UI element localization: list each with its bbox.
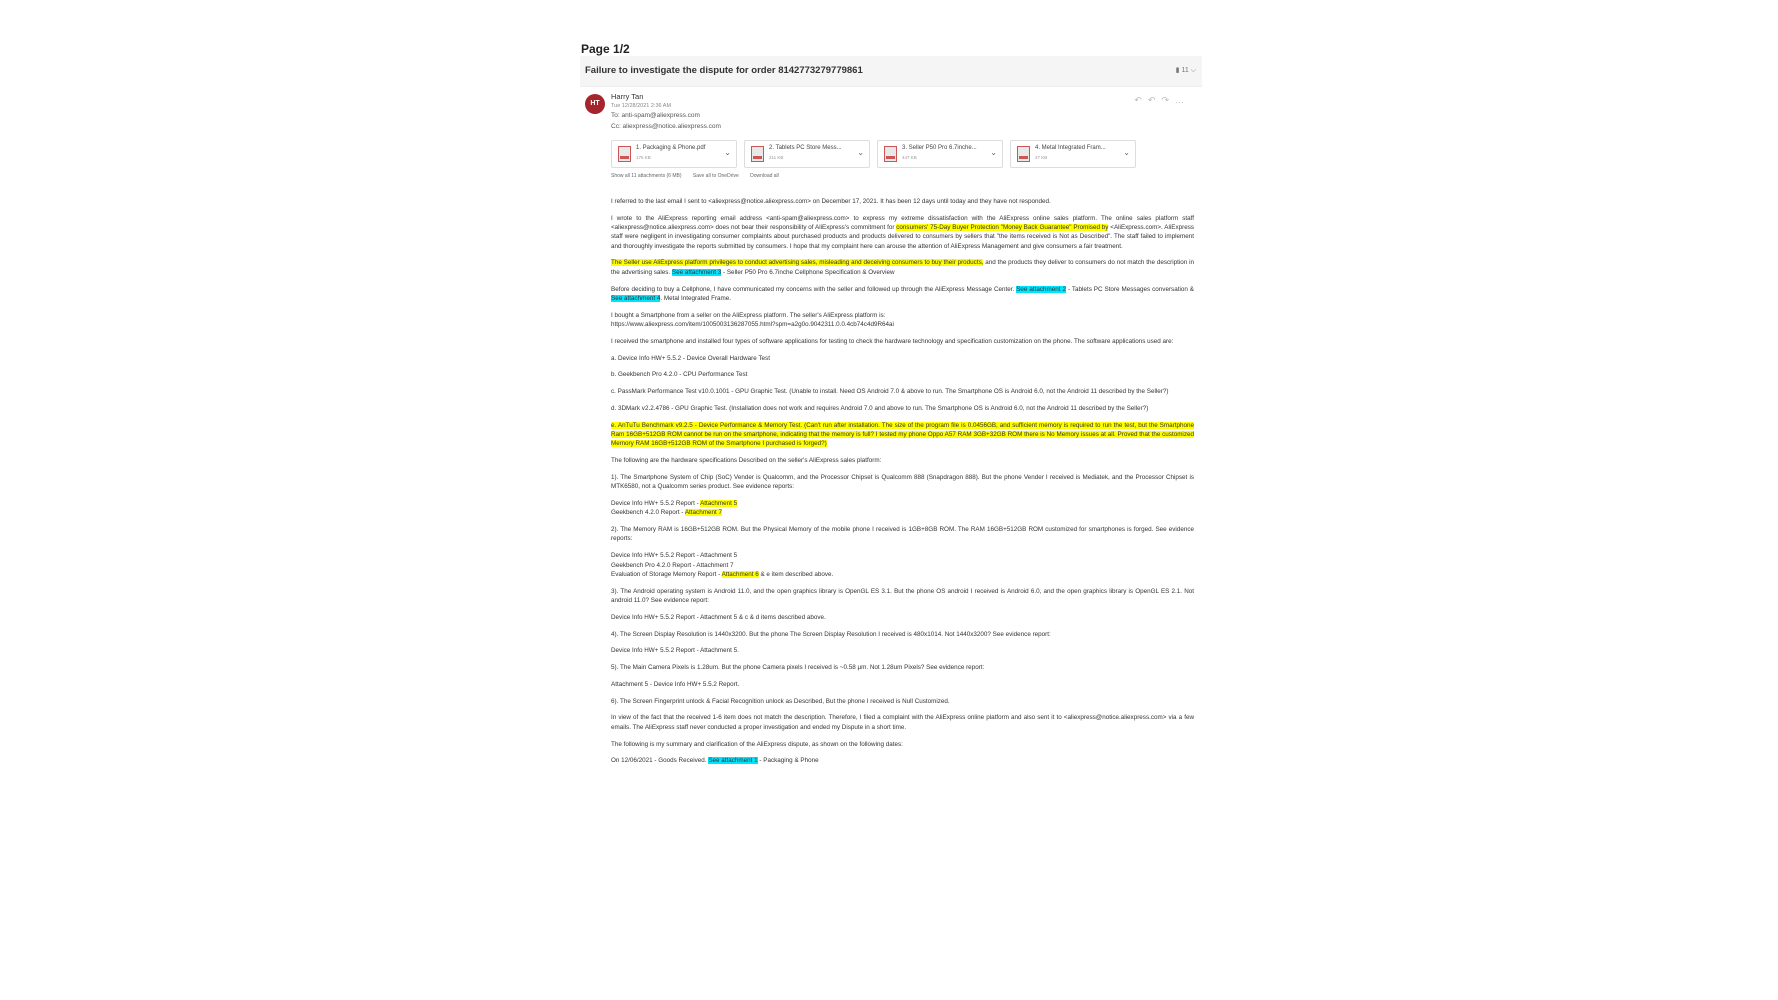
paragraph: 4). The Screen Display Resolution is 1440x3200. But the phone The Screen Display Resolution I received is 480x1014. Not 1440x3200? See evidence report: <box>611 630 1051 638</box>
message-actions <box>1134 95 1190 106</box>
paragraph: I referred to the last email I sent to <aliexpress@notice.aliexpress.com> on December 17, 2021. It has been 12 days until today and they have not responded. <box>611 198 1051 205</box>
attachment-size: 27 KB <box>1035 155 1048 160</box>
avatar: HT <box>585 94 605 114</box>
paragraph <box>611 551 1194 579</box>
list-item <box>611 421 1194 449</box>
attachment-card[interactable] <box>744 140 870 168</box>
attachment-name: 3. Seller P50 Pro 6.7inche... <box>902 145 977 151</box>
chevron-down-icon[interactable]: ⌄ <box>1123 148 1130 157</box>
attachment-reference: See attachment 1 <box>708 757 758 765</box>
message-count-value: 11 <box>1181 67 1189 74</box>
paragraph: 1). The Smartphone System of Chip (SoC) Vender is Qualcomm, and the Processor Chipset is Qualcomm 888 (Snapdragon 888). But the phone Vender I received is Mediatek, and the Processor Chipset is MTK6580, not a Qualcomm series product. See evidence reports: <box>611 473 1194 491</box>
text: Evaluation of Storage Memory Report - <box>611 570 722 578</box>
attachment-size: 211 KB <box>769 155 784 160</box>
paragraph <box>611 258 1194 277</box>
paragraph <box>611 499 1194 518</box>
attachment-card[interactable] <box>1010 140 1136 168</box>
text: Geekbench Pro 4.2.0 Report - Attachment 7 <box>611 561 734 569</box>
text: and the products they deliver to consumers do not match the description in the advertising sales. <box>611 259 1194 276</box>
text: - Packaging & Phone <box>757 757 819 765</box>
paragraph: In view of the fact that the received 1-6 item does not match the description. Therefore, I filed a complaint with the AliExpress online platform and also sent it to <aliexpress@notice.aliexpress.com> via a few emails. The AliExpress staff never conducted a proper investigation and ended my Dispute in a short time. <box>611 714 1194 731</box>
text: - Seller P50 Pro 6.7inche Cellphone Specification & Overview <box>721 268 895 276</box>
list-item: d. 3DMark v2.2.4786 - GPU Graphic Test. (Installation does not work and requires Android 7.0 and above to run. The Smartphone OS is Android 6.0, not the Android 11 described by the Seller?) <box>611 404 1149 412</box>
email-panel <box>580 56 1202 856</box>
text: Device Info HW+ 5.5.2 Report - Attachment 5 <box>611 552 738 560</box>
text: & e item described above. <box>758 570 834 578</box>
attachment-links <box>611 173 789 179</box>
paragraph <box>611 756 1194 765</box>
chevron-down-icon: ⌵ <box>1190 67 1196 74</box>
paragraph: 3). The Android operating system is Android 11.0, and the open graphics library is OpenGL ES 3.1. But the phone OS android I received is Android 6.0, and the open graphics library is OpenGL ES 2.1. Not android 11.0? See evidence report: <box>611 587 1194 604</box>
attachment-name: 4. Metal Integrated Fram... <box>1035 145 1106 151</box>
text: <AliExpress.com>. AliExpress staff were negligent in investigating consumer complaints about purchased products and products delivered to consumers by sellers that "the items received is Not as Described". The staff failed to implement and thoroughly investigate the reports submitted by consumers. I hope that my complaint here can arouse the attention of AliExpress Management and give consumers a fair treatment. <box>611 224 1194 250</box>
attachment-reference: See attachment 4 <box>611 294 661 302</box>
forward-icon[interactable]: ↷ <box>1161 95 1175 105</box>
product-url[interactable]: https://www.aliexpress.com/item/1005003136287055.html?spm=a2g0o.9042311.0.0.4cb74c4d9R64ai <box>611 320 894 328</box>
text: - Tablets PC Store Messages conversation & <box>1066 285 1194 293</box>
attachment-size: 447 KB <box>902 155 917 160</box>
chevron-down-icon[interactable]: ⌄ <box>724 148 731 157</box>
message-count[interactable] <box>1176 66 1196 75</box>
attachment-reference: See attachment 2 <box>1016 285 1066 293</box>
paragraph: Device Info HW+ 5.5.2 Report - Attachment 5. <box>611 647 739 655</box>
paragraph: 2). The Memory RAM is 16GB+512GB ROM. But the Physical Memory of the mobile phone I received is 1GB+8GB ROM. The RAM 16GB+512GB ROM customized for smartphones is forged. See evidence reports: <box>611 526 1194 543</box>
highlight: consumers' 75-Day Buyer Protection "Money Back Guarantee" Promised by <box>896 224 1109 232</box>
pdf-file-icon <box>1017 146 1030 162</box>
reply-icon[interactable]: ↶ <box>1134 95 1148 105</box>
paragraph <box>611 311 1194 330</box>
attachment-icon: ▮ <box>1175 67 1180 74</box>
paragraph <box>611 214 1194 251</box>
sent-date: Tue 12/28/2021 2:36 AM <box>611 103 672 109</box>
text: I wrote to the AliExpress reporting email address <anti-spam@aliexpress.com> to express my extreme dissatisfaction with the AliExpress online sales platform. The online sales platform staff <aliexpress@notice.aliexpress.com> does not bear their responsibility of AliExpress's commitment for <box>611 214 1194 232</box>
subject-bar <box>580 56 1202 87</box>
paragraph: Attachment 5 - Device Info HW+ 5.5.2 Report. <box>611 680 740 688</box>
email-subject: Failure to investigate the dispute for order 8142773279779861 <box>585 65 863 76</box>
more-icon[interactable]: … <box>1175 95 1190 105</box>
highlight: The Seller use AliExpress platform privileges to conduct advertising sales, misleading and deceiving consumers to buy their products, <box>611 259 984 267</box>
pdf-file-icon <box>751 146 764 162</box>
paragraph: The following are the hardware specifications Described on the seller's AliExpress sales platform: <box>611 457 882 465</box>
pdf-file-icon <box>884 146 897 162</box>
list-item: c. PassMark Performance Test v10.0.1001 - GPU Graphic Test. (Unable to install. Need OS Android 7.0 & above to run. The Smartphone OS is Android 6.0, not the Android 11 described by the Seller?) <box>611 388 1169 396</box>
page-label: Page 1/2 <box>581 42 630 56</box>
list-item: b. Geekbench Pro 4.2.0 - CPU Performance Test <box>611 371 748 379</box>
download-all-link[interactable]: Download all <box>750 173 779 179</box>
text: . Metal Integrated Frame. <box>660 294 732 302</box>
attachment-name: 1. Packaging & Phone.pdf <box>636 145 706 151</box>
text: Device Info HW+ 5.5.2 Report - <box>611 500 701 508</box>
attachment-card[interactable] <box>877 140 1003 168</box>
text: On 12/06/2021 - Goods Received. <box>611 757 709 765</box>
paragraph: Device Info HW+ 5.5.2 Report - Attachment 5 & c & d items described above. <box>611 613 826 621</box>
save-to-onedrive-link[interactable]: Save all to OneDrive <box>692 173 739 179</box>
text: Geekbench 4.2.0 Report - <box>611 509 685 517</box>
attachment-reference: See attachment 3 <box>671 268 722 276</box>
pdf-file-icon <box>618 146 631 162</box>
highlight: e. AnTuTu Benchmark v9.2.5 - Device Performance & Memory Test. (Can't run after installation. The size of the program file is 0.0456GB, and sufficient memory is required to run the test, but the Smartphone Ram 16GB+512GB ROM cannot be run on the smartphone, indicating that the memory is full? I tested my phone Oppo A57 RAM 3GB+32GB ROM there is No Memory issues at all. Proved that the customized Memory RAM 16GB+512GB ROM of the Smartphone I purchased is forged?) <box>611 421 1194 448</box>
list-item: a. Device Info HW+ 5.5.2 - Device Overall Hardware Test <box>611 354 770 362</box>
cc-line: Cc: aliexpress@notice.aliexpress.com <box>611 123 721 130</box>
chevron-down-icon[interactable]: ⌄ <box>857 148 864 157</box>
paragraph: 5). The Main Camera Pixels is 1.28um. But the phone Camera pixels I received is ~0.58 µm. Not 1.28um Pixels? See evidence report: <box>611 664 985 672</box>
paragraph: The following is my summary and clarification of the AliExpress dispute, as shown on the following dates: <box>611 740 903 748</box>
sender-name: Harry Tan <box>611 92 644 101</box>
highlight: Attachment 6 <box>721 570 759 578</box>
email-body <box>611 197 1194 773</box>
text: Before deciding to buy a Cellphone, I have communicated my concerns with the seller and followed up through the AliExpress Message Center. <box>611 285 1017 293</box>
attachment-size: 175 KB <box>636 155 651 160</box>
text: I bought a Smartphone from a seller on the AliExpress platform. The seller's AliExpress platform is: <box>611 311 886 319</box>
show-all-attachments-link[interactable]: Show all 11 attachments (6 MB) <box>611 173 682 179</box>
paragraph: I received the smartphone and installed four types of software applications for testing to check the hardware technology and specification customization on the phone. The software applications used are: <box>611 337 1174 345</box>
attachment-name: 2. Tablets PC Store Mess... <box>769 145 842 151</box>
paragraph: 6). The Screen Fingerprint unlock & Facial Recognition unlock as Described, But the phone I received is Null Customized. <box>611 697 950 705</box>
paragraph <box>611 285 1194 304</box>
to-line: To: anti-spam@aliexpress.com <box>611 112 700 119</box>
highlight: Attachment 7 <box>684 509 722 517</box>
highlight: Attachment 5 <box>700 500 738 508</box>
reply-all-icon[interactable]: ↶ <box>1147 95 1162 105</box>
attachment-card[interactable] <box>611 140 737 168</box>
chevron-down-icon[interactable]: ⌄ <box>990 148 997 157</box>
